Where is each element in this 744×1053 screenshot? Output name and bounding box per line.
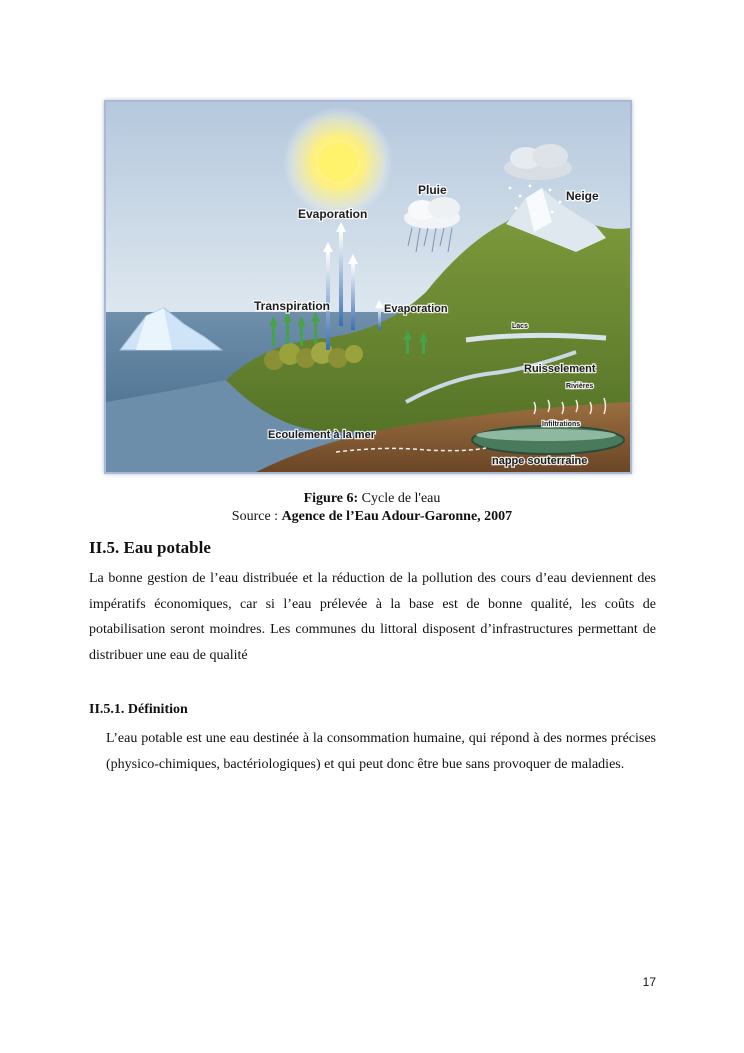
figure-caption bbox=[0, 491, 744, 507]
label-lacs: Lacs bbox=[512, 323, 528, 330]
label-evaporation-mid: Evaporation bbox=[384, 303, 448, 315]
label-nappe: nappe souterraine bbox=[492, 455, 588, 467]
water-cycle-figure bbox=[104, 100, 632, 474]
label-evaporation-top: Evaporation bbox=[298, 207, 368, 221]
figure-source-text: Agence de l’Eau Adour-Garonne, 2007 bbox=[281, 509, 513, 524]
definition-paragraph: L’eau potable est une eau destinée à la consommation humaine, qui répond à des normes précises (physico-chimiques, bactériologiques) et qui peut donc être bue sans provoquer de maladies. bbox=[106, 731, 656, 772]
label-transpiration: Transpiration bbox=[254, 299, 331, 313]
figure-caption-text: Cycle de l'eau bbox=[358, 491, 441, 506]
sun-icon bbox=[318, 142, 358, 182]
figure-source-prefix: Source : bbox=[231, 509, 282, 524]
figure-source bbox=[0, 509, 744, 525]
label-pluie: Pluie bbox=[418, 183, 447, 197]
water-cycle-diagram bbox=[106, 102, 630, 472]
label-rivieres: Rivières bbox=[566, 383, 594, 390]
figure-caption-label: Figure 6: bbox=[303, 491, 359, 506]
label-ruissellement: Ruisselement bbox=[524, 363, 596, 375]
groundwater-surface bbox=[476, 429, 616, 441]
label-infiltrations: Infiltrations bbox=[542, 421, 581, 428]
section-title: II.5. Eau potable bbox=[89, 538, 211, 557]
page-number: 17 bbox=[642, 975, 656, 989]
label-ecoulement: Ecoulement à la mer bbox=[268, 429, 375, 441]
subsection-title: II.5.1. Définition bbox=[89, 702, 188, 717]
label-neige: Neige bbox=[566, 189, 599, 203]
section-paragraph: La bonne gestion de l’eau distribuée et la réduction de la pollution des cours d’eau deviennent des impératifs économiques, car si l’eau prélevée à la base est de bonne qualité, les coûts de potabilisation seront moindres. Les communes du littoral disposent d’infrastructures permettant de distribuer une eau de qualité bbox=[89, 571, 656, 664]
